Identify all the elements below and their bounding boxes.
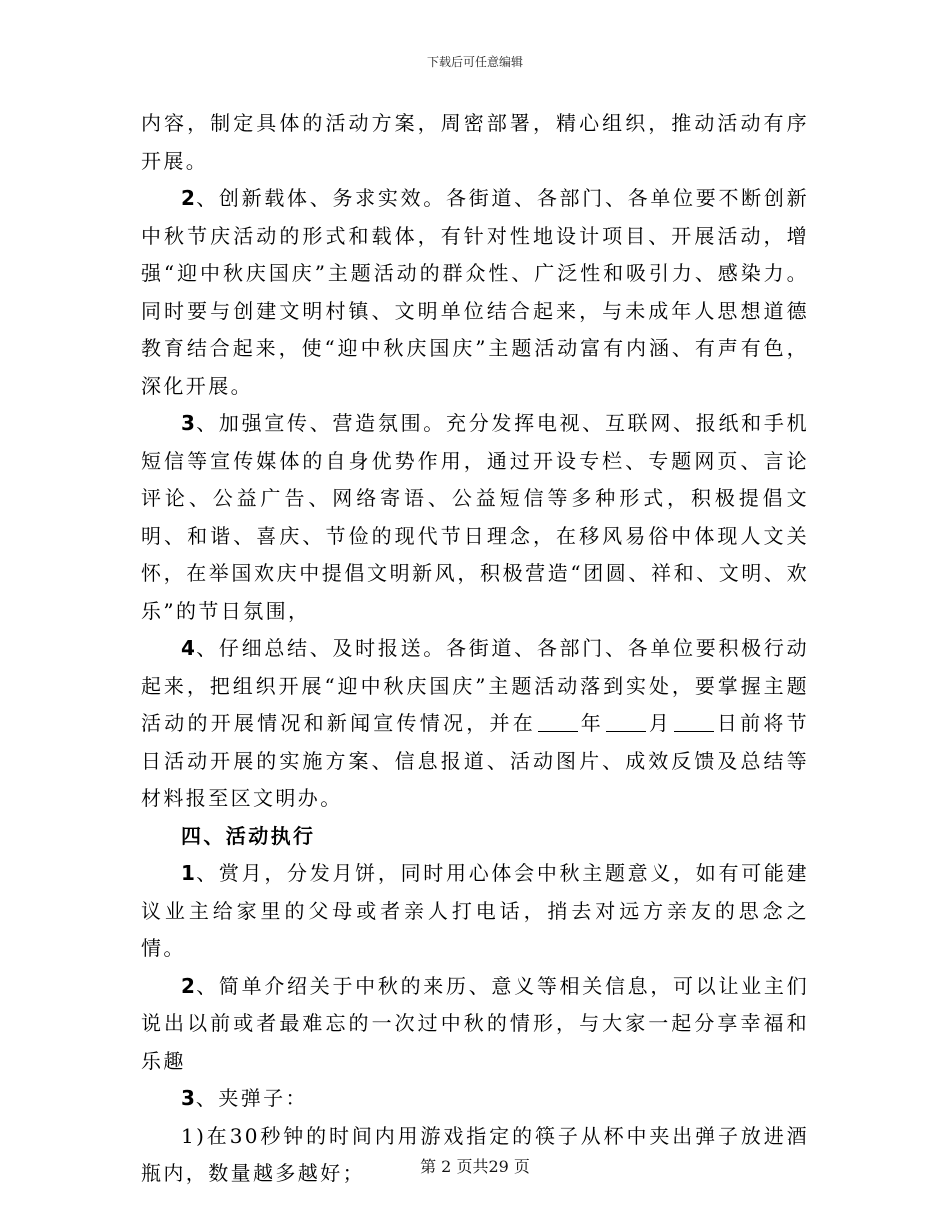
item-number: 3 [181, 1086, 196, 1110]
paragraph-text-end: 秒钟的时间内用游戏指定的筷子从杯中夹出弹子放进酒瓶内，数量越多越好； [141, 1123, 809, 1185]
page-footer [0, 1157, 950, 1177]
blank-day [674, 711, 714, 732]
header-text: 下载后可任意编辑 [426, 55, 523, 69]
paragraph-text: 、加强宣传、营造氛围。充分发挥电视、互联网、报纸和手机短信等宣传媒体的自身优势作用，通过开设专栏、专题网页、言论评论、公益广告、网络寄语、公益短信等多种形式，积极提倡文明、和谐、喜庆、节俭的现代节日理念，在移风易俗中体现人文关怀，在举国欢庆中提倡文明新风，积极营造“团圆、祥和、文明、欢乐”的节日氛围， [141, 411, 809, 623]
document-body [141, 105, 809, 1193]
footer-middle: 页共 [456, 1157, 489, 1176]
paragraph-text: 、简单介绍关于中秋的来历、意义等相关信息，可以让业主们说出以前或者最难忘的一次过中秋的情形，与大家一起分享幸福和乐趣 [141, 973, 809, 1073]
footer-prefix: 第 [420, 1157, 437, 1176]
paragraph-item-2-innovation [141, 180, 809, 405]
paragraph-text: 内容，制定具体的活动方案，周密部署，精心组织，推动活动有序开展。 [141, 111, 809, 173]
paragraph-item-3-publicity [141, 405, 809, 630]
paragraph-text: 在 [206, 1123, 230, 1148]
item-number: 4 [181, 636, 196, 660]
paragraph-continuation [141, 105, 809, 180]
paragraph-exec-1 [141, 855, 809, 968]
paragraph-text: 、夹弹子： [195, 1086, 308, 1110]
sub-item-number: 1) [181, 1123, 207, 1148]
date-month-label: 月 [647, 711, 673, 735]
footer-page-number: 2 [441, 1157, 452, 1176]
item-number: 2 [181, 186, 196, 210]
paragraph-exec-3-sub-1 [141, 1118, 809, 1193]
item-number: 2 [181, 973, 196, 998]
footer-total-pages: 29 [488, 1157, 509, 1176]
paragraph-text-end: 日前将节日活动开展的实施方案、信息报道、活动图片、成效反馈及总结等材料报至区文明办。 [141, 711, 809, 810]
item-number: 3 [181, 411, 196, 435]
footer-suffix: 页 [513, 1157, 530, 1176]
paragraph-text: 、仔细总结、及时报送。各街道、各部门、各单位要积极行动起来，把组织开展“迎中秋庆国庆”主题活动落到实处，要掌握主题活动的开展情况和新闻宣传情况，并在 [141, 636, 809, 735]
paragraph-exec-3 [141, 1080, 809, 1118]
paragraph-text: 、赏月，分发月饼，同时用心体会中秋主题意义，如有可能建议业主给家里的父母或者亲人打电话，捎去对远方亲友的思念之情。 [141, 861, 809, 960]
paragraph-item-4-summary [141, 630, 809, 818]
blank-month [606, 711, 646, 732]
date-year-label: 年 [579, 711, 604, 735]
paragraph-text: 、创新载体、务求实效。各街道、各部门、各单位要不断创新中秋节庆活动的形式和载体，有针对性地设计项目、开展活动，增强“迎中秋庆国庆”主题活动的群众性、广泛性和吸引力、感染力。同时要与创建文明村镇、文明单位结合起来，与未成年人思想道德教育结合起来，使“迎中秋庆国庆”主题活动富有内涵、有声有色，深化开展。 [141, 186, 809, 398]
paragraph-exec-2 [141, 968, 809, 1081]
blank-year [538, 711, 578, 732]
page-header [0, 54, 950, 70]
section-heading [141, 818, 809, 856]
item-number: 1 [181, 861, 196, 885]
heading-text: 四、活动执行 [181, 823, 316, 848]
seconds-number: 30 [229, 1123, 260, 1148]
